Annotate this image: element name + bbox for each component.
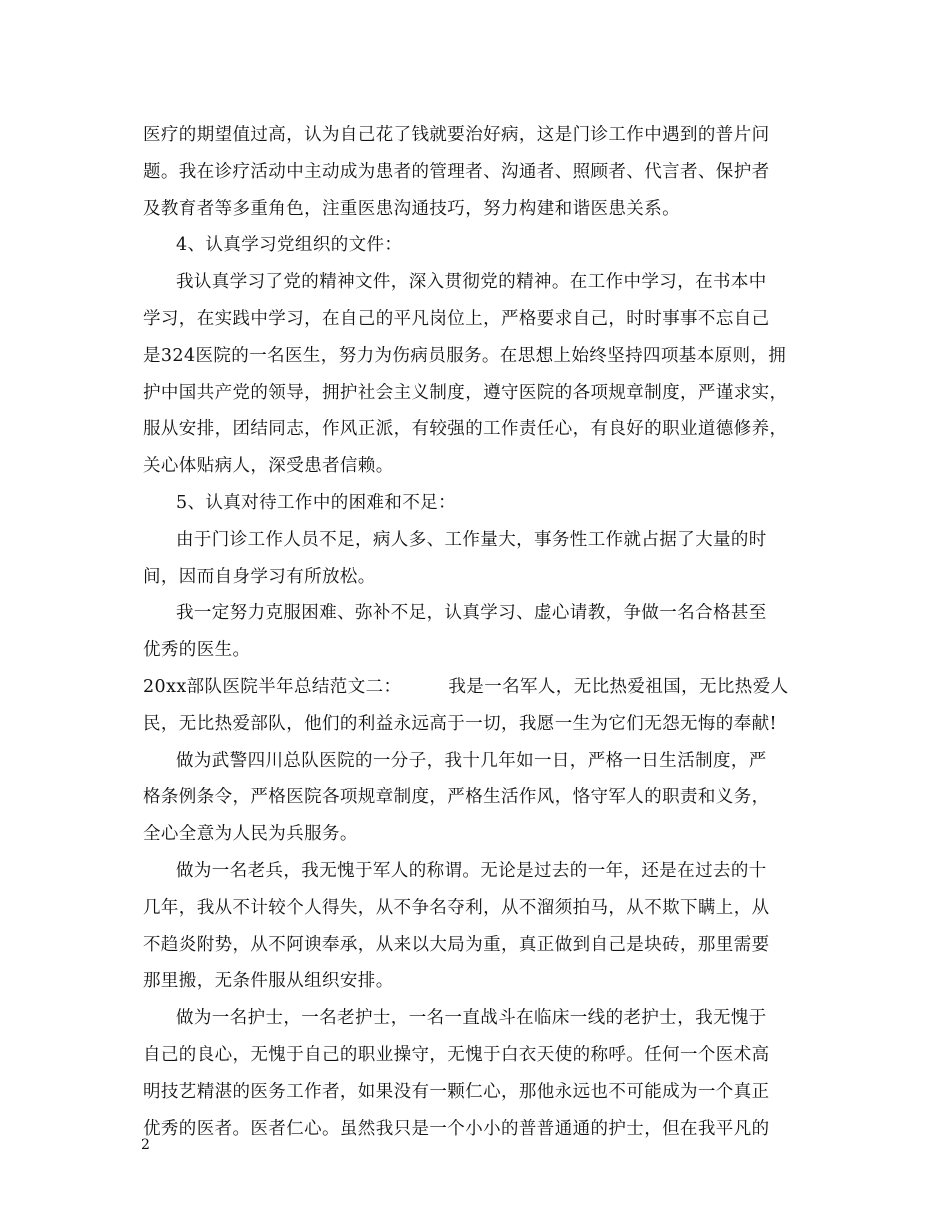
paragraph-party-study — [143, 264, 813, 485]
text-line: 优秀的医者。医者仁心。虽然我只是一个小小的普普通通的护士，但在我平凡的 — [143, 1118, 770, 1139]
text-line: 由于门诊工作人员不足，病人多、工作量大，事务性工作就占据了大量的时 — [176, 529, 767, 550]
text-line: 做为一名老兵，我无愧于军人的称谓。无论是过去的一年，还是在过去的十 — [176, 860, 767, 881]
paragraph-patient-expectations — [143, 117, 813, 227]
text-line: 医疗的期望值过高，认为自己花了钱就要治好病，这是门诊工作中遇到的普片问 — [143, 125, 770, 145]
text-line: 是324医院的一名医生，努力为伤病员服务。在思想上始终坚持四项基本原则，拥 — [143, 345, 787, 366]
text-line: 明技艺精湛的医务工作者，如果没有一颗仁心，那他永远也不可能成为一个真正 — [143, 1081, 770, 1102]
paragraph-veteran — [143, 853, 813, 1000]
text-line: 我一定努力克服困难、弥补不足，认真学习、虚心请教，争做一名合格甚至 — [176, 603, 767, 624]
text-line: 我认真学习了党的精神文件，深入贯彻党的精神。在工作中学习，在书本中 — [176, 272, 767, 293]
text-line: 关心体贴病人，深受患者信赖。 — [143, 456, 394, 477]
section-heading: 5、认真对待工作中的困难和不足： — [176, 492, 457, 513]
text-line: 格条例条令，严格医院各项规章制度，严格生活作风，恪守军人的职责和义务， — [143, 787, 770, 808]
text-line: 不趋炎附势，从不阿谀奉承，从来以大局为重，真正做到自己是块砖，那里需要 — [143, 934, 770, 955]
section-heading-4 — [143, 227, 813, 264]
text-line: 自己的良心，无愧于自己的职业操守，无愧于白衣天使的称呼。任何一个医术高 — [143, 1044, 770, 1065]
paragraph-armed-police — [143, 743, 813, 853]
paragraph-nurse — [143, 1000, 813, 1147]
text-line: 做为一名护士，一名老护士，一名一直战斗在临床一线的老护士，我无愧于 — [176, 1008, 767, 1029]
paragraph-difficulties — [143, 522, 813, 596]
text-line: 那里搬，无条件服从组织安排。 — [143, 971, 394, 992]
page-number: 2 — [141, 1137, 150, 1153]
paragraph-commitment — [143, 595, 813, 669]
text-line: 间，因而自身学习有所放松。 — [143, 566, 376, 587]
text-line: 及教育者等多重角色，注重医患沟通技巧，努力构建和谐医患关系。 — [143, 198, 680, 219]
text-line: 学习，在实践中学习，在自己的平凡岗位上，严格要求自己，时时事事不忘自己 — [143, 308, 770, 329]
text-line: 做为武警四川总队医院的一分子，我十几年如一日，严格一日生活制度，严 — [176, 750, 767, 771]
text-line: 民，无比热爱部队，他们的利益永远高于一切，我愿一生为它们无怨无悔的奉献! — [143, 713, 777, 734]
section-heading-5 — [143, 485, 813, 522]
text-line: 题。我在诊疗活动中主动成为患者的管理者、沟通者、照顾者、代言者、保护者 — [143, 161, 770, 182]
section-heading: 4、认真学习党组织的文件： — [176, 235, 403, 256]
text-line — [143, 669, 813, 706]
paragraph-example-two — [143, 669, 813, 743]
text-line: 服从安排，团结同志，作风正派，有较强的工作责任心，有良好的职业道德修养， — [143, 419, 788, 440]
text-line: 护中国共产党的领导，拥护社会主义制度，遵守医院的各项规章制度，严谨求实， — [143, 382, 788, 403]
text-line: 优秀的医生。 — [143, 640, 251, 661]
document-body — [143, 117, 813, 1147]
article-heading: 20xx部队医院半年总结范文二： — [143, 676, 402, 697]
heading-rest: 我是一名军人，无比热爱祖国，无比热爱人 — [448, 676, 789, 697]
text-line: 全心全意为人民为兵服务。 — [143, 824, 358, 845]
text-line: 几年，我从不计较个人得失，从不争名夺利，从不溜须拍马，从不欺下瞒上，从 — [143, 897, 770, 918]
